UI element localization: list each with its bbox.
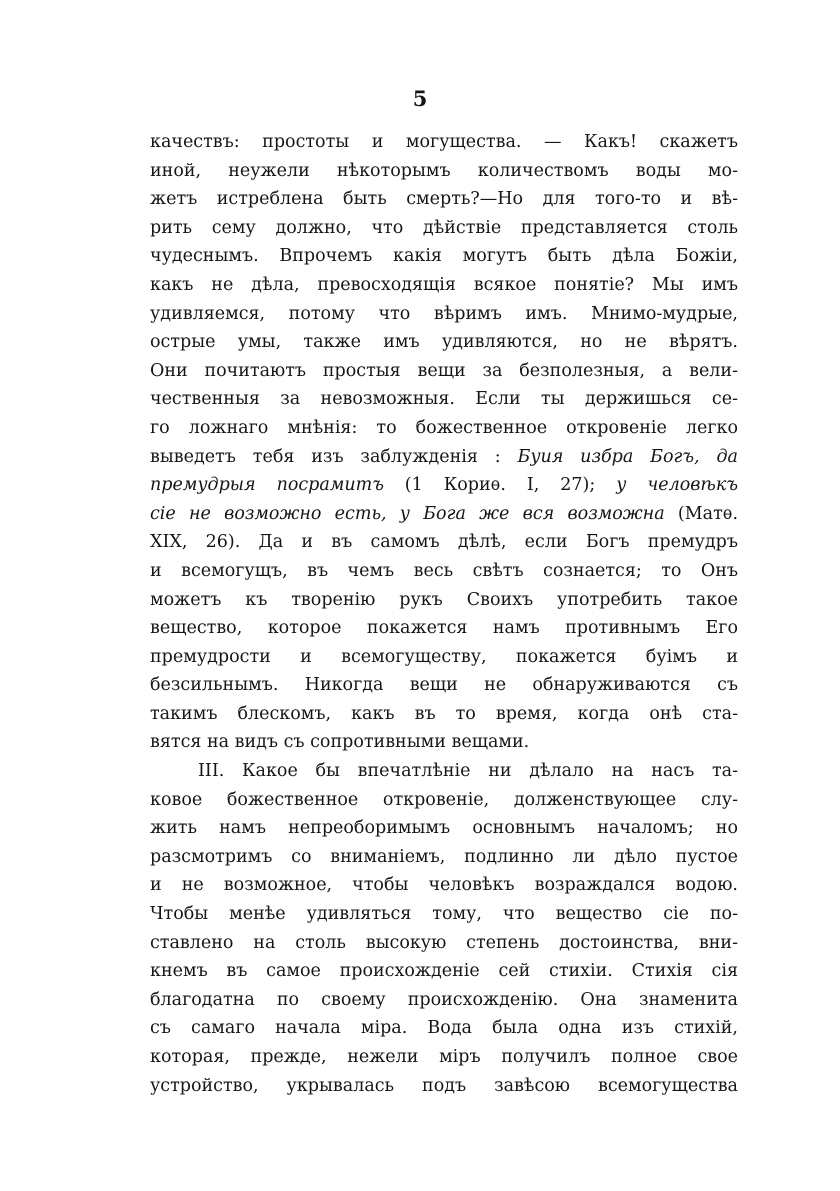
text-line: разсмотримъ со вниманіемъ, подлинно ли дѣло пустое <box>150 846 738 867</box>
text-line: которая, прежде, нежели міръ получилъ полное свое <box>150 1047 738 1067</box>
scripture-quote: Буия избра Богъ, да <box>517 446 738 467</box>
text-line: вещество, которое покажется намъ противнымъ Его <box>150 618 738 639</box>
text-line: съ самаго начала міра. Вода была одна изъ стихій, <box>150 1018 738 1039</box>
text-line: и не возможное, чтобы человѣкъ возраждался водою. <box>150 875 738 896</box>
scripture-quote: сіе не возможно есть, у Бога же вся возможна <box>150 503 665 524</box>
scripture-quote: у человѣкъ <box>616 475 738 496</box>
text-line: такимъ блескомъ, какъ въ то время, когда онѣ ста- <box>150 703 738 724</box>
text-line: удивляемся, потому что вѣримъ имъ. Мнимо-мудрые, <box>150 303 738 324</box>
text-line: острые умы, также имъ удивляются, но не вѣрятъ. <box>150 332 738 353</box>
text-line: чудеснымъ. Впрочемъ какія могутъ быть дѣла Божіи, <box>150 246 738 267</box>
text-line <box>150 471 738 500</box>
text-line: иной, неужели нѣкоторымъ количествомъ воды мо- <box>150 160 738 181</box>
text-line <box>150 443 738 472</box>
scripture-reference: (1 Кориѳ. I, 27); <box>383 475 617 496</box>
text-line: жетъ истреблена быть смерть?—Но для того-то и вѣ- <box>150 189 738 210</box>
text-line: жить намъ непреоборимымъ основнымъ началомъ; но <box>150 818 738 839</box>
text-line: XIX, 26). Да и въ самомъ дѣлѣ, если Богъ премудръ <box>150 532 738 553</box>
text-line: го ложнаго мнѣнія: то божественное откровеніе легко <box>150 417 738 438</box>
page-number: 5 <box>412 86 428 111</box>
text-line: Чтобы менѣе удивляться тому, что вещество сіе по- <box>150 904 738 925</box>
text-line: премудрости и всемогуществу, покажется буімъ и <box>150 646 738 667</box>
paragraph-start: III. Какое бы впечатлѣніе ни дѣлало на насъ та- <box>198 761 738 782</box>
text-line: и всемогущъ, въ чемъ весь свѣтъ сознается; то Онъ <box>150 560 738 581</box>
text-line: вятся на видъ съ сопротивными вещами. <box>150 732 530 753</box>
text-run: выведетъ тебя изъ заблужденія : <box>150 446 501 467</box>
scripture-quote: премудрыя посрамитъ <box>150 475 384 496</box>
text-line: кнемъ въ самое происхожденіе сей стихіи. Стихія сія <box>150 961 738 982</box>
body-text <box>150 128 738 1100</box>
text-line: безсильнымъ. Никогда вещи не обнаруживаются съ <box>150 675 738 696</box>
text-line: ставлено на столь высокую степень достоинства, вни- <box>150 932 738 953</box>
scripture-reference: (Матѳ. <box>664 503 738 524</box>
text-line: качествъ: простоты и могущества. — Какъ! скажетъ <box>150 132 738 152</box>
text-line: можетъ къ творенію рукъ Своихъ употребить такое <box>150 589 738 610</box>
text-line: Они почитаютъ простыя вещи за безполезныя, а вели- <box>150 360 738 381</box>
text-line <box>150 500 738 529</box>
text-line: ковое божественное откровеніе, долженствующее слу- <box>150 789 738 810</box>
text-line: какъ не дѣла, превосходящія всякое понятіе? Мы имъ <box>150 274 738 295</box>
text-line: устройство, укрывалась подъ завѣсою всемогущества <box>150 1075 738 1096</box>
text-line: чественныя за невозможныя. Если ты держишься се- <box>150 389 738 410</box>
text-line: рить сему должно, что дѣйствіе представляется столь <box>150 217 738 238</box>
text-line: благодатна по своему происхожденію. Она знаменита <box>150 989 738 1010</box>
